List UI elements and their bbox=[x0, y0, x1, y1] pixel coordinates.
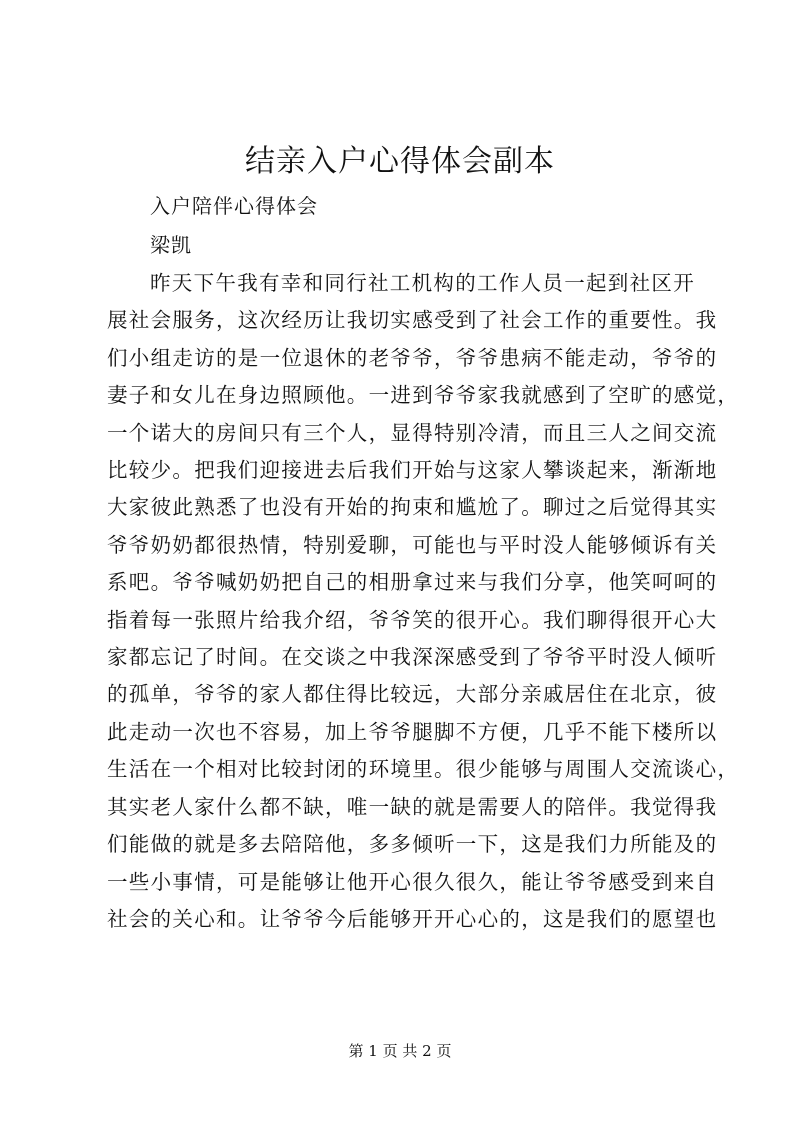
body-line: 家都忘记了时间。在交谈之中我深深感受到了爷爷平时没人倾听 bbox=[107, 645, 718, 670]
body-line: 系吧。爷爷喊奶奶把自己的相册拿过来与我们分享，他笑呵呵的 bbox=[107, 570, 718, 595]
document-subtitle: 入户陪伴心得体会 bbox=[150, 194, 318, 218]
body-line: 妻子和女儿在身边照顾他。一进到爷爷家我就感到了空旷的感觉， bbox=[107, 383, 740, 408]
document-author: 梁凯 bbox=[150, 233, 192, 257]
document-body bbox=[107, 265, 740, 938]
document-title: 结亲入户心得体会副本 bbox=[245, 144, 555, 179]
body-line: 一些小事情，可是能够让他开心很久很久，能让爷爷感受到来自 bbox=[107, 869, 718, 894]
body-line: 指着每一张照片给我介绍，爷爷笑的很开心。我们聊得很开心大 bbox=[107, 607, 718, 632]
body-line: 一个诺大的房间只有三个人，显得特别冷清，而且三人之间交流 bbox=[107, 420, 718, 445]
body-line: 生活在一个相对比较封闭的环境里。很少能够与周围人交流谈心， bbox=[107, 757, 740, 782]
body-line: 社会的关心和。让爷爷今后能够开开心心的，这是我们的愿望也 bbox=[107, 906, 718, 931]
body-line: 的孤单，爷爷的家人都住得比较远，大部分亲戚居住在北京，彼 bbox=[107, 682, 718, 707]
body-line: 展社会服务，这次经历让我切实感受到了社会工作的重要性。我 bbox=[107, 308, 718, 333]
body-line: 大家彼此熟悉了也没有开始的拘束和尴尬了。聊过之后觉得其实 bbox=[107, 495, 718, 520]
body-line: 其实老人家什么都不缺，唯一缺的就是需要人的陪伴。我觉得我 bbox=[107, 794, 718, 819]
body-line: 爷爷奶奶都很热情，特别爱聊，可能也与平时没人能够倾诉有关 bbox=[107, 532, 718, 557]
body-line: 昨天下午我有幸和同行社工机构的工作人员一起到社区开 bbox=[150, 271, 695, 295]
body-line: 比较少。把我们迎接进去后我们开始与这家人攀谈起来，渐渐地 bbox=[107, 458, 718, 483]
body-line: 们能做的就是多去陪陪他，多多倾听一下，这是我们力所能及的 bbox=[107, 832, 718, 857]
body-line: 此走动一次也不容易，加上爷爷腿脚不方便，几乎不能下楼所以 bbox=[107, 719, 718, 744]
body-line: 们小组走访的是一位退休的老爷爷，爷爷患病不能走动，爷爷的 bbox=[107, 345, 718, 370]
page-indicator: 第 1 页 共 2 页 bbox=[348, 1042, 452, 1060]
